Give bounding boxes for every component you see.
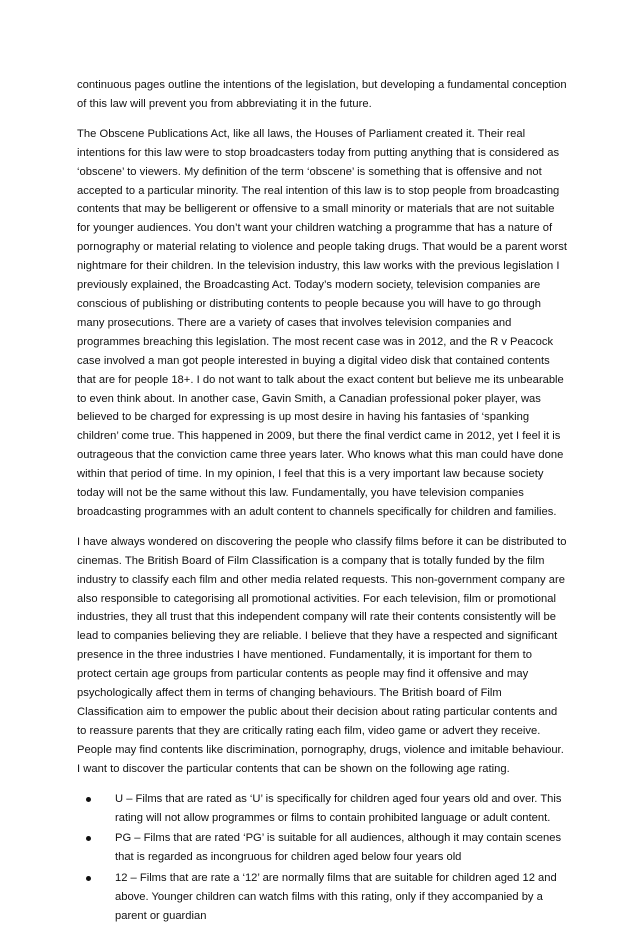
paragraph-intro-continuation: continuous pages outline the intentions of the legislation, but developing a fundamental conception of this law will prevent you from abbreviating it in the future.: [77, 79, 567, 110]
age-rating-list: [77, 790, 568, 926]
list-item-rating-pg: [77, 829, 568, 867]
bullet-icon: [86, 836, 91, 841]
bullet-icon: [86, 797, 91, 802]
paragraph-obscene-publications-act: The Obscene Publications Act, like all laws, the Houses of Parliament created it. Their real intentions for this law were to stop broadcasters today from putting anything that is considered as ‘obscene’ to viewers. My definition of the term ‘obscene’ is something that is offensive and not accepted to a particular minority. The real intention of this law is to stop people from broadcasting contents that may be belligerent or offensive to a small minority or materials that are not suitable for younger audiences. You don’t want your children watching a programme that has a nature of pornography or material relating to violence and people taking drugs. That would be a parent worst nightmare for their children. In the television industry, this law works with the previous legislation I previously explained, the Broadcasting Act. Today’s modern society, television companies are conscious of publishing or distributing contents to people because you will have to go through many prosecutions. There are a variety of cases that involves television companies and programmes breaching this legislation. The most recent case was in 2012, and the R v Peacock case involved a man got people interested in buying a digital video disk that contained contents that are for people 18+. I do not want to talk about the exact content but believe me its unbearable to even think about. In another case, Gavin Smith, a Canadian professional poker player, was believed to be charged for expressing is up most desire in having his fantasies of ‘spanking children’ come true. This happened in 2009, but there the final verdict came in 2012, yet I feel it is outrageous that the conviction came three years later. Who knows what this man could have done within that period of time. In my opinion, I feel that this is a very important law because society today will not be the same without this law. Fundamentally, you have television companies broadcasting programmes with an adult content to channels specifically for children and families.: [77, 127, 567, 518]
bullet-icon: [86, 876, 91, 881]
list-item-text: PG – Films that are rated ‘PG’ is suitable for all audiences, although it may contain scenes that is regarded as incongruous for children aged below four years old: [115, 832, 562, 864]
list-item-rating-12: [77, 869, 568, 926]
list-item-rating-u: [77, 790, 568, 828]
paragraph-bbfc: I have always wondered on discovering the people who classify films before it can be distributed to cinemas. The British Board of Film Classification is a company that is totally funded by the film industry to classify each film and other media related requests. This non-government company are also responsible to categorising all promotional activities. For each television, film or promotional industries, they all trust that this independent company will rate their contents consistently will be lead to companies believing they are reliable. I believe that they have a respected and significant presence in the three industries I have mentioned. Fundamentally, it is important for them to protect certain age groups from particular contents as people may find it offensive and may psychologically affect them in terms of changing behaviours. The British board of Film Classification aim to empower the public about their decision about rating particular contents and to reassure parents that they are critically rating each film, video game or advert they receive. People may find contents like discrimination, pornography, drugs, violence and imitable behaviour. I want to discover the particular contents that can be shown on the following age rating.: [77, 535, 567, 775]
list-item-text: U – Films that are rated as ‘U’ is specifically for children aged four years old and over. This rating will not allow programmes or films to contain prohibited language or adult content.: [115, 792, 562, 824]
list-item-text: 12 – Films that are rate a ‘12’ are normally films that are suitable for children aged 12 and above. Younger children can watch films with this rating, only if they accompanied by a parent or guardian: [115, 872, 557, 923]
